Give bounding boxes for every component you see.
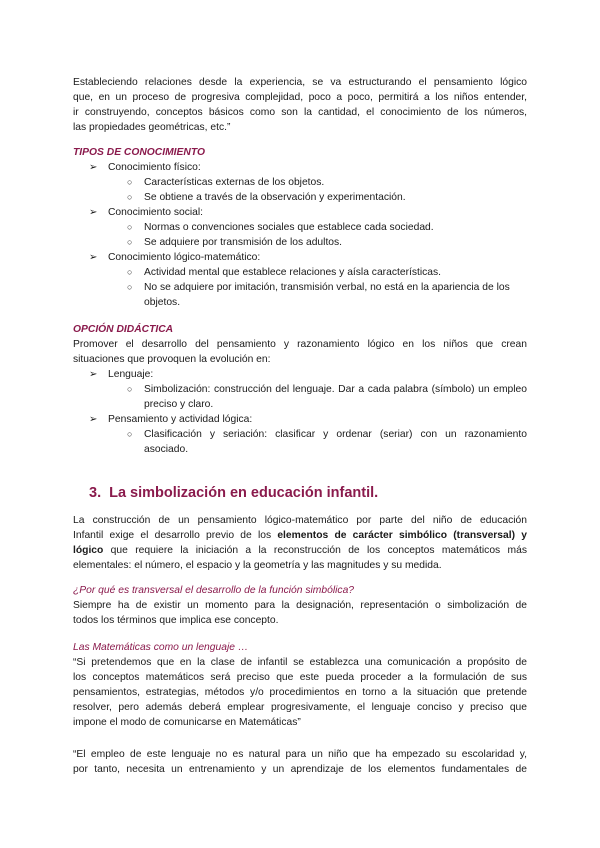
sub-list-item — [127, 235, 527, 250]
sub-list-item — [127, 280, 512, 310]
text-line: elementales: el número, el espacio y la geometría y las magnitudes y su medida. — [73, 560, 442, 571]
lenguaje-heading: Las Matemáticas como un lenguaje … — [73, 642, 249, 653]
circle-bullet-icon: ○ — [127, 429, 133, 439]
text-line: situaciones que provoquen la evolución en: — [73, 354, 271, 365]
circle-bullet-icon: ○ — [127, 222, 133, 232]
section-heading — [89, 485, 378, 501]
list-item-label: Conocimiento lógico-matemático: — [108, 252, 261, 263]
circle-bullet-icon: ○ — [127, 267, 133, 277]
transversal-question: ¿Por qué es transversal el desarrollo de la función simbólica? — [73, 585, 355, 596]
arrow-bullet-icon: ➢ — [89, 207, 98, 218]
text-line: resolver, pero además deberá emplear progresivamente, el lenguaje conciso y preciso que — [73, 702, 527, 713]
opcion-paragraph — [73, 337, 527, 367]
list-item-label: Conocimiento social: — [108, 207, 204, 218]
list-item-label: Lenguaje: — [108, 369, 154, 380]
sub-list-text: Características externas de los objetos. — [144, 177, 325, 188]
list-item-label: Conocimiento físico: — [108, 162, 201, 173]
text-line: “Si pretendemos que en la clase de infantil se establezca una comunicación a propósito de — [73, 657, 527, 668]
arrow-bullet-icon: ➢ — [89, 414, 98, 425]
sub-list-text: Actividad mental que establece relaciones y aísla características. — [144, 267, 442, 278]
sub-list-text: Se adquiere por transmisión de los adultos. — [144, 237, 343, 248]
circle-bullet-icon: ○ — [127, 192, 133, 202]
text-line: que, en un proceso de progresiva complejidad, poco a poco, permitirá a los niños entender, — [73, 92, 527, 103]
transversal-paragraph — [73, 598, 527, 628]
sub-list-item — [127, 190, 527, 205]
text-line — [73, 528, 527, 543]
section3-paragraph — [73, 513, 527, 573]
list-item-label: Pensamiento y actividad lógica: — [108, 414, 253, 425]
text-line: pensamientos, estrategias, métodos y/o procedimientos en torno a la situación que pretende — [73, 687, 527, 698]
text-line: Siempre ha de existir un momento para la designación, representación o simbolización de — [73, 600, 527, 611]
sub-list-text: Clasificación y seriación: clasificar y ordenar (seriar) con un razonamiento asociado. — [144, 429, 527, 455]
opcion-heading: OPCIÓN DIDÁCTICA — [73, 324, 174, 335]
list-item — [89, 205, 527, 220]
text-line: “El empleo de este lenguaje no es natural para un niño que ha empezado su escolaridad y, — [73, 749, 527, 760]
intro-paragraph — [73, 75, 527, 135]
text-line — [73, 543, 527, 558]
text-span: Infantil exige el desarrollo previo de los — [73, 530, 278, 541]
text-line: todos los términos que implica ese concepto. — [73, 615, 279, 626]
circle-bullet-icon: ○ — [127, 384, 133, 394]
sub-list-text: No se adquiere por imitación, transmisión verbal, no está en la apariencia de los objetos. — [144, 282, 510, 308]
text-line: ir construyendo, conceptos básicos como son la cantidad, el conocimiento de los números, — [73, 107, 527, 118]
text-line: por tanto, necesita un entrenamiento y un aprendizaje de los elementos fundamentales de — [73, 764, 527, 775]
text-line: impone el modo de comunicarse en Matemáticas” — [73, 717, 301, 728]
list-item — [89, 160, 527, 175]
bold-span: lógico — [73, 545, 104, 556]
bold-span: elementos de carácter simbólico (transversal) y — [277, 530, 527, 541]
sub-list-item — [127, 427, 527, 457]
section-number: 3. — [89, 485, 102, 501]
circle-bullet-icon: ○ — [127, 282, 133, 292]
arrow-bullet-icon: ➢ — [89, 252, 98, 263]
tipos-heading: TIPOS DE CONOCIMIENTO — [73, 147, 205, 158]
sub-list-item — [127, 382, 527, 412]
sub-list-item — [127, 220, 527, 235]
sub-list-text: Se obtiene a través de la observación y experimentación. — [144, 192, 406, 203]
sub-list-item — [127, 265, 527, 280]
sub-list-text: Simbolización: construcción del lenguaje. Dar a cada palabra (símbolo) un empleo preciso y claro. — [144, 384, 527, 410]
circle-bullet-icon: ○ — [127, 177, 133, 187]
quote-paragraph — [73, 655, 527, 730]
text-line: las propiedades geométricas, etc.” — [73, 122, 231, 133]
text-line: los conceptos matemáticos será preciso que este pueda proceder a la formulación de sus — [73, 672, 527, 683]
list-item — [89, 250, 527, 265]
arrow-bullet-icon: ➢ — [89, 369, 98, 380]
text-span: que requiere la iniciación a la reconstrucción de los conceptos matemáticos más — [103, 545, 527, 556]
list-item — [89, 412, 527, 427]
text-line: La construcción de un pensamiento lógico-matemático por parte del niño de educación — [73, 515, 527, 526]
sub-list-item — [127, 175, 527, 190]
text-line: Promover el desarrollo del pensamiento y razonamiento lógico en los niños que crean — [73, 339, 527, 350]
sub-list-text: Normas o convenciones sociales que establece cada sociedad. — [144, 222, 434, 233]
arrow-bullet-icon: ➢ — [89, 162, 98, 173]
section-title: La simbolización en educación infantil. — [109, 485, 379, 501]
text-line: Estableciendo relaciones desde la experiencia, se va estructurando el pensamiento lógico — [73, 77, 527, 88]
list-item — [89, 367, 527, 382]
quote-paragraph — [73, 747, 527, 777]
circle-bullet-icon: ○ — [127, 237, 133, 247]
